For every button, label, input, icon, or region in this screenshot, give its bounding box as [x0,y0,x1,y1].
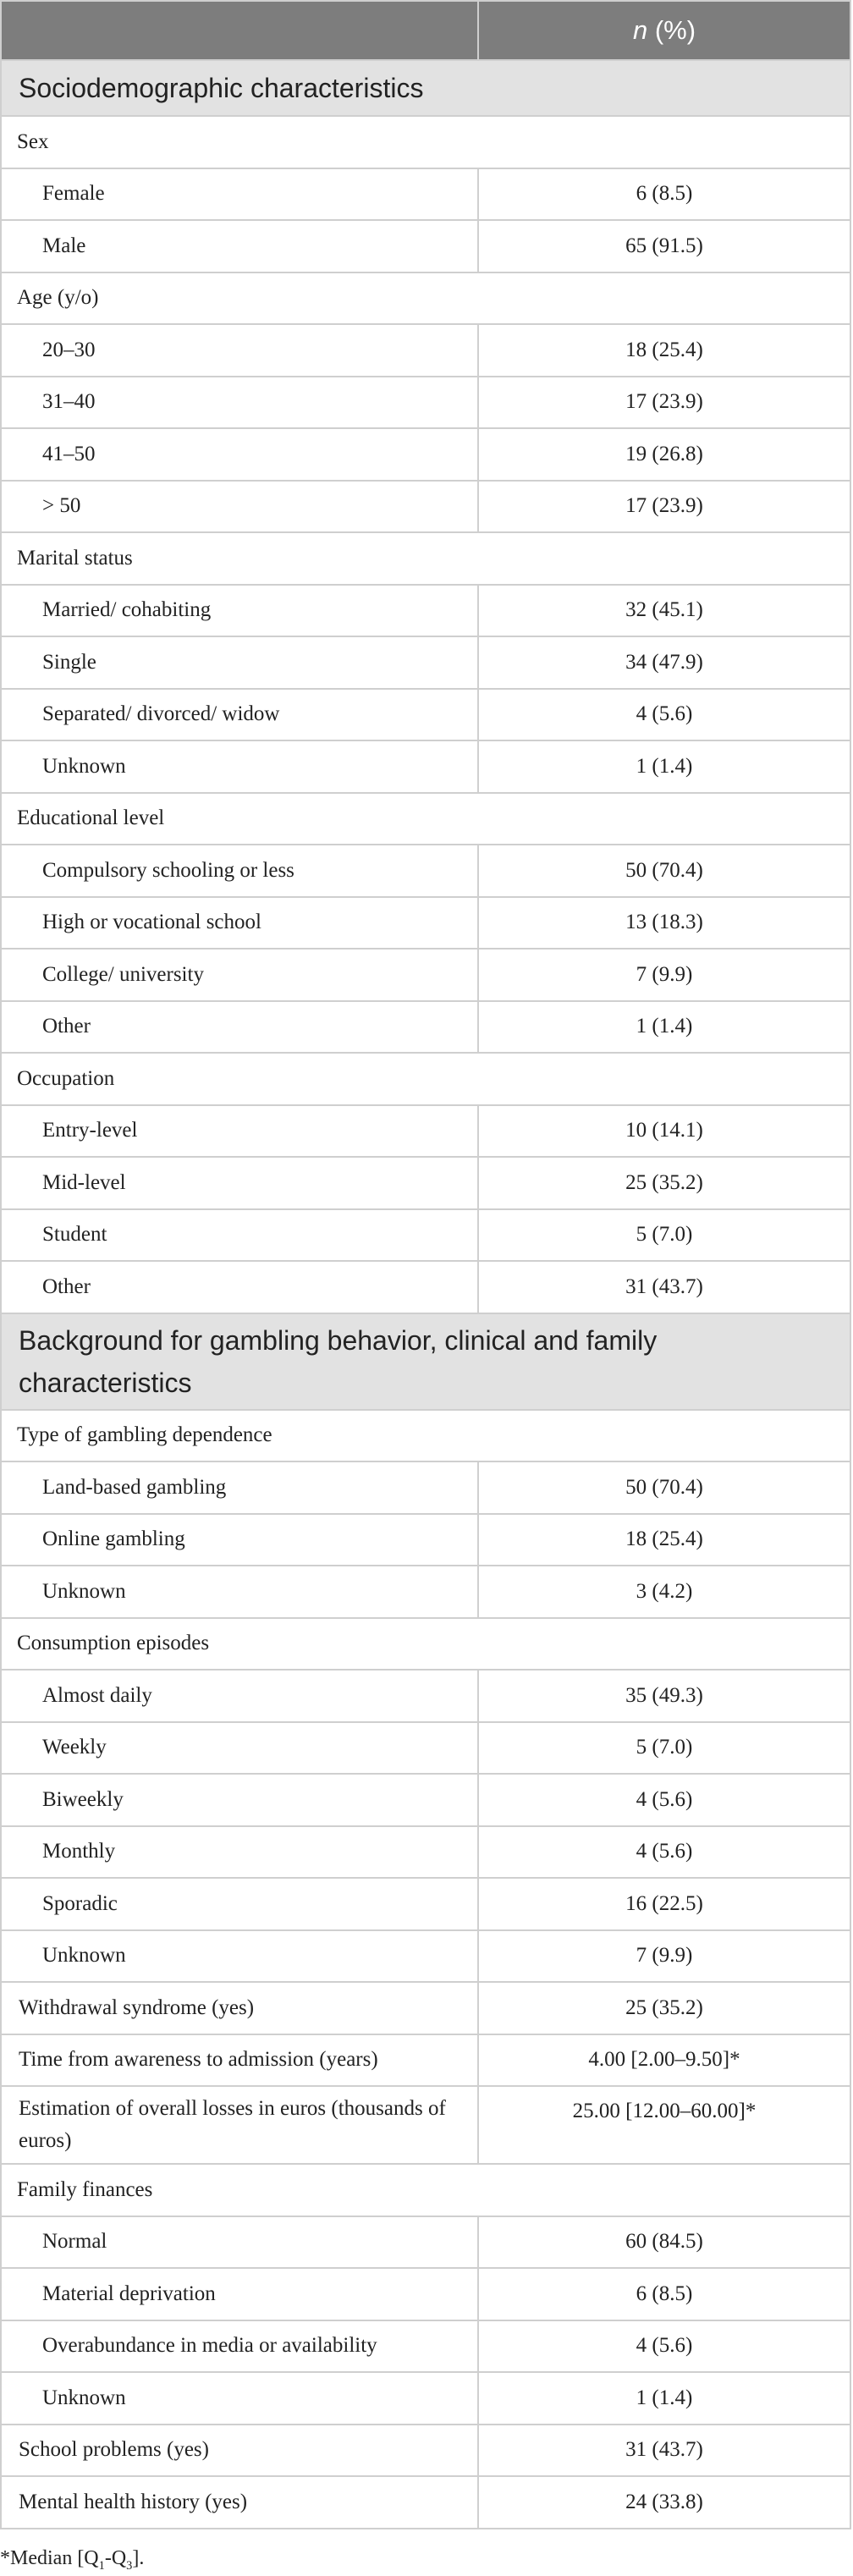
table-row [1,949,850,1001]
table-row [1,1670,850,1722]
section-title: Sociodemographic characteristics [1,60,850,116]
row-value: 16 (22.5) [478,1878,850,1930]
table-row-losses [1,2086,850,2164]
row-label: Sporadic [1,1878,478,1930]
table-row-withdrawal [1,1982,850,2034]
footnote-mid: -Q [104,2547,127,2569]
row-label: Almost daily [1,1670,478,1722]
row-value: 1 (1.4) [478,1001,850,1054]
row-label: Student [1,1209,478,1262]
row-label: Monthly [1,1826,478,1879]
row-label: College/ university [1,949,478,1001]
row-label: Withdrawal syndrome (yes) [1,1982,478,2034]
footnote-suffix: ]. [132,2547,145,2569]
row-label: Mental health history (yes) [1,2476,478,2529]
table-row [1,1105,850,1158]
row-value: 34 (47.9) [478,636,850,689]
table-row [1,481,850,533]
table-row [1,845,850,897]
section-title: Background for gambling behavior, clinical and family characteristics [1,1313,850,1410]
category-label: Age (y/o) [1,272,850,325]
table-row [1,1209,850,1262]
row-label: School problems (yes) [1,2425,478,2477]
category-row-marital [1,532,850,585]
table-row [1,168,850,221]
section-row-sociodemographic [1,60,850,116]
table-footnote [0,2547,144,2573]
table-row [1,2320,850,2373]
table-row [1,1826,850,1879]
table-row [1,220,850,272]
category-label: Consumption episodes [1,1618,850,1671]
category-label: Occupation [1,1053,850,1105]
row-value: 32 (45.1) [478,585,850,637]
table-row-school [1,2425,850,2477]
row-value: 3 (4.2) [478,1566,850,1618]
row-value: 1 (1.4) [478,2372,850,2425]
row-value: 50 (70.4) [478,1461,850,1514]
category-row-occupation [1,1053,850,1105]
row-value: 6 (8.5) [478,168,850,221]
category-row-age [1,272,850,325]
table-row [1,585,850,637]
row-value: 65 (91.5) [478,220,850,272]
row-label: Material deprivation [1,2268,478,2320]
row-label: Unknown [1,2372,478,2425]
table-row-time-awareness [1,2034,850,2087]
category-label: Educational level [1,793,850,845]
row-label: Estimation of overall losses in euros (thousands of euros) [1,2086,478,2164]
row-label: Other [1,1261,478,1313]
row-value: 25 (35.2) [478,1982,850,2034]
row-value: 1 (1.4) [478,740,850,793]
row-label: > 50 [1,481,478,533]
row-value: 31 (43.7) [478,1261,850,1313]
row-value: 13 (18.3) [478,897,850,949]
row-value: 4 (5.6) [478,1826,850,1879]
row-value: 5 (7.0) [478,1209,850,1262]
table-row [1,1001,850,1054]
row-value: 4 (5.6) [478,2320,850,2373]
row-label: Unknown [1,1566,478,1618]
table-row [1,377,850,429]
row-value: 5 (7.0) [478,1722,850,1775]
row-label: Female [1,168,478,221]
row-value: 7 (9.9) [478,949,850,1001]
row-label: Separated/ divorced/ widow [1,689,478,741]
category-row-episodes [1,1618,850,1671]
section-row-gambling-background [1,1313,850,1410]
row-value: 25 (35.2) [478,1157,850,1209]
table-row [1,1878,850,1930]
row-label: Male [1,220,478,272]
footnote-sub-3: 3 [126,2558,133,2573]
row-value: 17 (23.9) [478,481,850,533]
category-label: Type of gambling dependence [1,1410,850,1462]
row-label: 20–30 [1,324,478,377]
row-label: Biweekly [1,1774,478,1826]
header-percent: (%) [654,15,696,45]
row-value: 35 (49.3) [478,1670,850,1722]
table-row [1,1157,850,1209]
category-row-education [1,793,850,845]
table-row [1,2268,850,2320]
row-label: 41–50 [1,428,478,481]
row-value: 4 (5.6) [478,689,850,741]
row-label: Entry-level [1,1105,478,1158]
row-label: Land-based gambling [1,1461,478,1514]
row-value: 18 (25.4) [478,1514,850,1566]
row-label: Unknown [1,740,478,793]
header-n: n [632,15,648,45]
header-cell-label [1,1,478,60]
table-row [1,740,850,793]
row-label: Other [1,1001,478,1054]
row-label: Married/ cohabiting [1,585,478,637]
row-value: 25.00 [12.00–60.00]* [478,2086,850,2164]
row-label: Overabundance in media or availability [1,2320,478,2373]
table-row [1,2216,850,2269]
table-row [1,1261,850,1313]
table-header-row [1,1,850,60]
row-label: Mid-level [1,1157,478,1209]
row-value: 17 (23.9) [478,377,850,429]
row-value: 18 (25.4) [478,324,850,377]
table-row [1,2372,850,2425]
row-value: 4 (5.6) [478,1774,850,1826]
category-label: Sex [1,116,850,168]
row-value: 4.00 [2.00–9.50]* [478,2034,850,2087]
table-row [1,1461,850,1514]
category-row-gambling-type [1,1410,850,1462]
row-value: 50 (70.4) [478,845,850,897]
row-value: 24 (33.8) [478,2476,850,2529]
row-label: Time from awareness to admission (years) [1,2034,478,2087]
row-value: 31 (43.7) [478,2425,850,2477]
header-cell-n-percent [478,1,850,60]
table-row [1,897,850,949]
row-label: Online gambling [1,1514,478,1566]
table-row [1,1514,850,1566]
table-row-mental-health [1,2476,850,2529]
row-value: 19 (26.8) [478,428,850,481]
table-row [1,428,850,481]
row-label: Compulsory schooling or less [1,845,478,897]
row-label: High or vocational school [1,897,478,949]
row-value: 7 (9.9) [478,1930,850,1983]
footnote-prefix: *Median [Q [0,2547,99,2569]
row-label: Single [1,636,478,689]
row-value: 60 (84.5) [478,2216,850,2269]
category-label: Family finances [1,2164,850,2216]
row-label: Normal [1,2216,478,2269]
table-row [1,1722,850,1775]
row-label: 31–40 [1,377,478,429]
category-row-sex [1,116,850,168]
table-row [1,324,850,377]
row-label: Weekly [1,1722,478,1775]
table-row [1,689,850,741]
table-row [1,1930,850,1983]
table-row [1,1774,850,1826]
category-row-finances [1,2164,850,2216]
category-label: Marital status [1,532,850,585]
table-row [1,1566,850,1618]
row-value: 6 (8.5) [478,2268,850,2320]
table-row [1,636,850,689]
footnote-sub-1: 1 [98,2558,105,2573]
row-value: 10 (14.1) [478,1105,850,1158]
row-label: Unknown [1,1930,478,1983]
